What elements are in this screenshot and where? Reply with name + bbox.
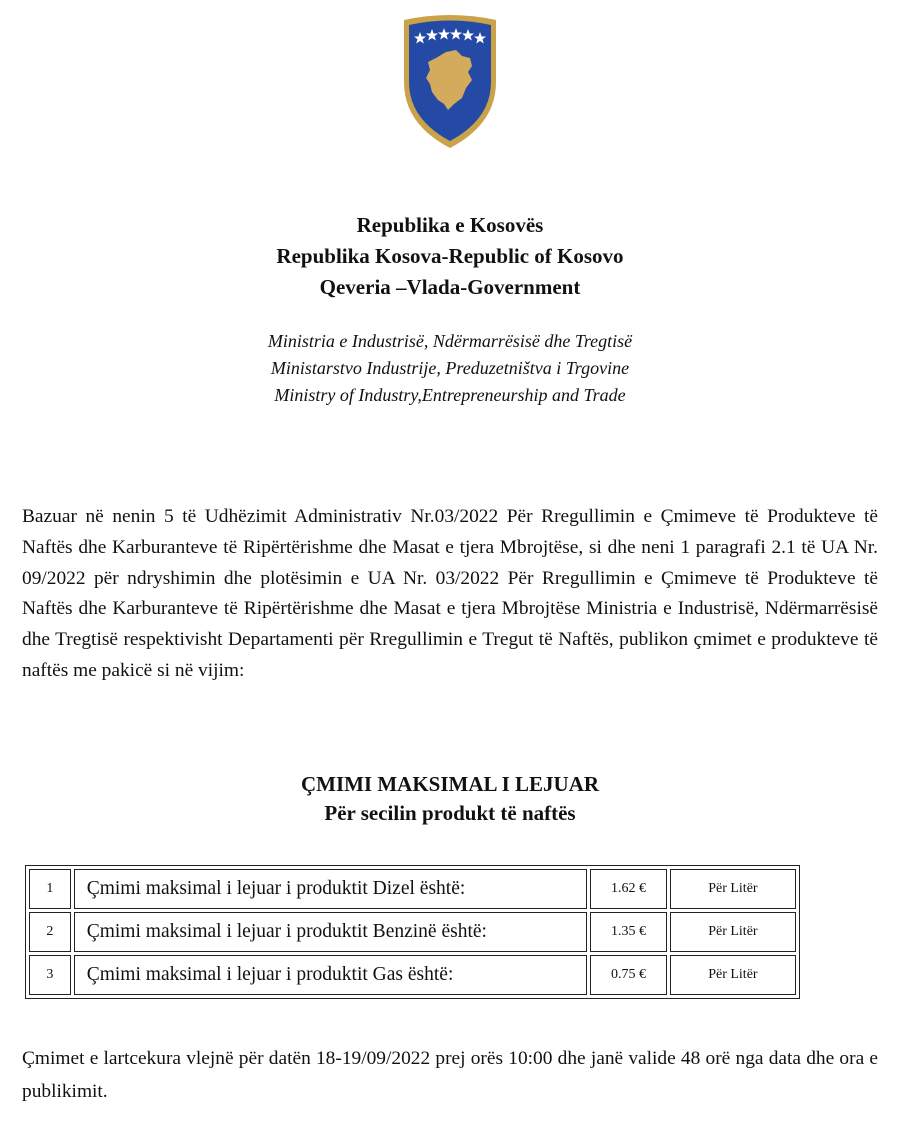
table-row [29, 955, 796, 995]
product-price: 0.75 € [590, 955, 667, 995]
price-section-heading [0, 770, 900, 828]
header-line-2: Republika Kosova-Republic of Kosovo [276, 244, 624, 268]
ministry-name-sr: Ministarstvo Industrije, Preduzetništva i Trgovine [270, 358, 630, 378]
header-line-3: Qeveria –Vlada-Government [319, 275, 581, 299]
price-table [25, 865, 800, 999]
price-unit: Për Litër [670, 869, 796, 909]
ministry-name-en: Ministry of Industry,Entrepreneurship and Trade [274, 385, 626, 405]
product-description: Çmimi maksimal i lejuar i produktit Dizel është: [74, 869, 587, 909]
header-line-1: Republika e Kosovës [356, 213, 544, 237]
row-number: 2 [29, 912, 71, 952]
ministry-name-sq: Ministria e Industrisë, Ndërmarrësisë dhe Tregtisë [267, 331, 633, 351]
intro-paragraph: Bazuar në nenin 5 të Udhëzimit Administrativ Nr.03/2022 Për Rregullimin e Çmimeve të Produkteve të Naftës dhe Karburanteve të Ripërtërishme dhe Masat e tjera Mbrojtëse, si dhe neni 1 paragrafi 2.1 të UA Nr. 09/2022 për ndryshimin dhe plotësimin e UA Nr. 03/2022 Për Rregullimin e Çmimeve të Produkteve të Naftës dhe Karburanteve të Ripërtërishme dhe Masat e tjera Mbrojtëse Ministria e Industrisë, Ndërmarrësisë dhe Tregtisë respektivisht Departamenti për Rregullimin e Tregut të Naftës, publikon çmimet e produkteve të naftës me pakicë si në vijim: [22, 506, 878, 681]
validity-note: Çmimet e lartcekura vlejnë për datën 18-19/09/2022 prej orës 10:00 dhe janë valide 48 orë nga data dhe ora e publikimit. [22, 1048, 878, 1102]
section-title: ÇMIMI MAKSIMAL I LEJUAR [300, 772, 600, 796]
ministry-names [0, 328, 900, 409]
row-number: 3 [29, 955, 71, 995]
row-number: 1 [29, 869, 71, 909]
product-description: Çmimi maksimal i lejuar i produktit Gas është: [74, 955, 587, 995]
product-price: 1.35 € [590, 912, 667, 952]
table-row [29, 869, 796, 909]
kosovo-coat-of-arms-emblem [400, 12, 500, 152]
price-unit: Për Litër [670, 955, 796, 995]
price-unit: Për Litër [670, 912, 796, 952]
government-header [0, 210, 900, 303]
product-description: Çmimi maksimal i lejuar i produktit Benzinë është: [74, 912, 587, 952]
section-subtitle: Për secilin produkt të naftës [324, 801, 576, 825]
product-price: 1.62 € [590, 869, 667, 909]
table-row [29, 912, 796, 952]
